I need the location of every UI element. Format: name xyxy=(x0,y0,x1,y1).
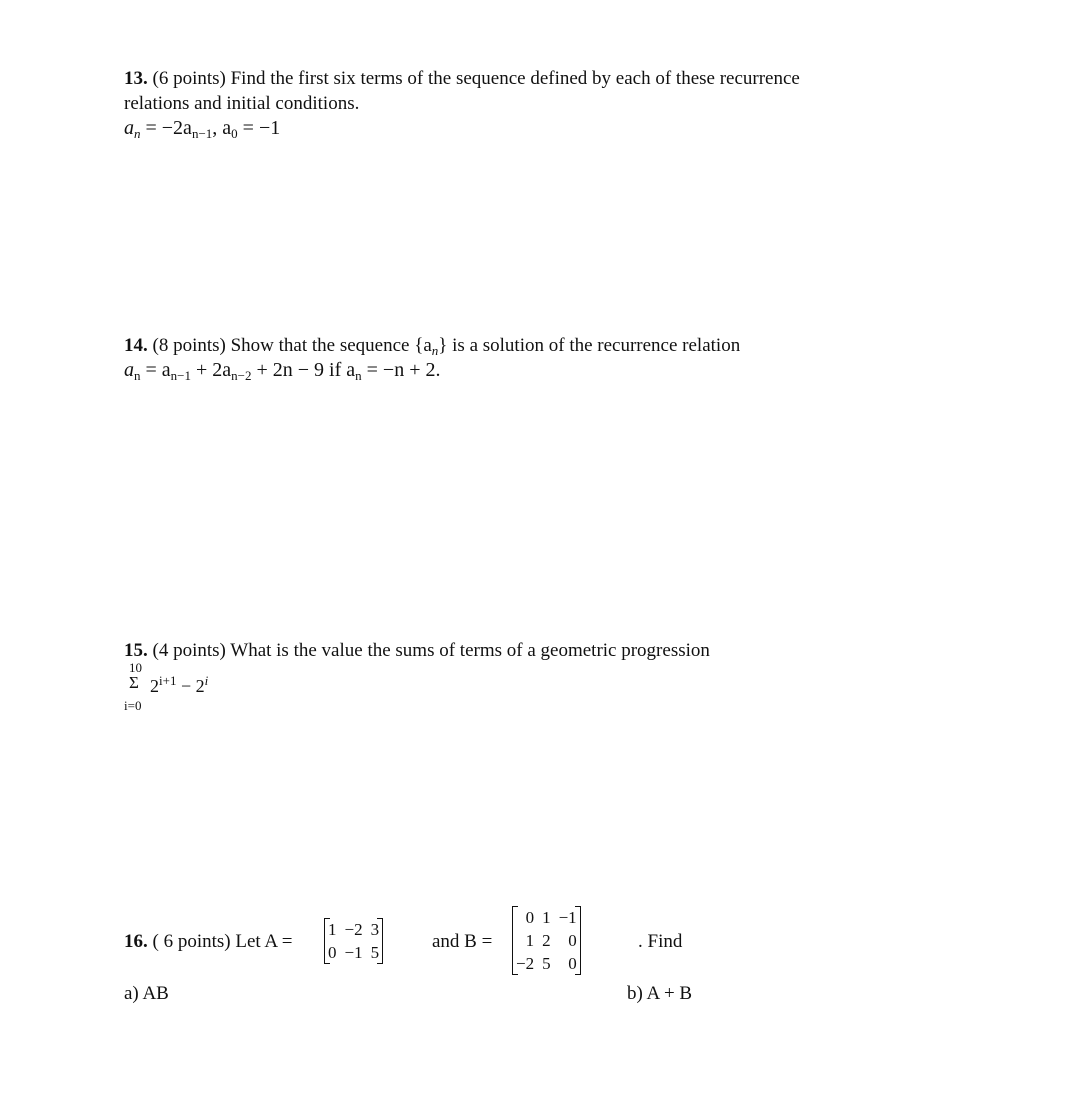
question-16-intro xyxy=(124,931,293,953)
matrix-cell: −2 xyxy=(344,920,363,939)
matrix-cell: 0 xyxy=(328,943,337,962)
question-13 xyxy=(124,66,800,141)
question-number: 16. xyxy=(124,931,148,952)
question-13-line2: relations and initial conditions. xyxy=(124,93,360,114)
matrix-cell: 1 xyxy=(525,931,535,950)
question-14-line1: 14. (8 points) Show that the sequence $\{a_n\}$ is a solution of the recurrence relation xyxy=(124,335,741,358)
matrix-cell: 2 xyxy=(542,931,551,950)
matrix-cell: 0 xyxy=(525,908,535,927)
left-bracket xyxy=(512,906,518,975)
recurrence-equation: $a_n = a_{n-1} + 2a_{n-2} + 2n - 9$ if $a_n = -n + 2$. xyxy=(124,359,441,383)
left-bracket xyxy=(324,918,330,964)
question-text: (4 points) What is the value the sums of terms of a geometric progression xyxy=(152,640,710,661)
matrix-cell: 0 xyxy=(568,954,577,973)
question-number: 15. xyxy=(124,640,148,661)
recurrence-equation: $a_n = -2a_{n-1}$, $a_0 = -1$ xyxy=(124,117,281,141)
summation-expression: $2^{i+1} - 2^i$ xyxy=(150,673,209,696)
question-text: (6 points) Find the first six terms of the sequence defined by each of these recurrence xyxy=(152,68,800,89)
matrix-cell: 3 xyxy=(370,920,380,939)
matrix-cell: 0 xyxy=(568,931,577,950)
question-13-line1 xyxy=(124,66,800,91)
matrix-cell: 1 xyxy=(328,920,337,939)
question-number: 14. xyxy=(124,335,148,356)
part-a: a) AB xyxy=(124,983,169,1004)
matrix-cell: −1 xyxy=(344,943,363,962)
sum-lower-limit: i=0 xyxy=(124,698,142,713)
question-number: 13. xyxy=(124,68,148,89)
question-text: ( 6 points) Let A = xyxy=(152,931,293,952)
right-bracket xyxy=(377,918,383,964)
find-label: . Find xyxy=(638,931,683,952)
matrix-cell: −1 xyxy=(558,908,577,927)
matrix-cell: 5 xyxy=(542,954,551,973)
right-bracket xyxy=(575,906,581,975)
matrix-cell: 1 xyxy=(542,908,551,927)
question-15 xyxy=(124,638,710,663)
sigma-symbol: Σ xyxy=(129,673,139,692)
matrix-cell: −2 xyxy=(516,954,535,973)
and-b-label: and B = xyxy=(432,931,493,952)
matrix-a xyxy=(324,918,383,964)
sum-upper-limit: 10 xyxy=(129,660,142,675)
part-b: b) A + B xyxy=(627,983,693,1004)
matrix-cell: 5 xyxy=(370,943,380,962)
matrix-b xyxy=(512,906,581,975)
question-14 xyxy=(124,333,740,383)
